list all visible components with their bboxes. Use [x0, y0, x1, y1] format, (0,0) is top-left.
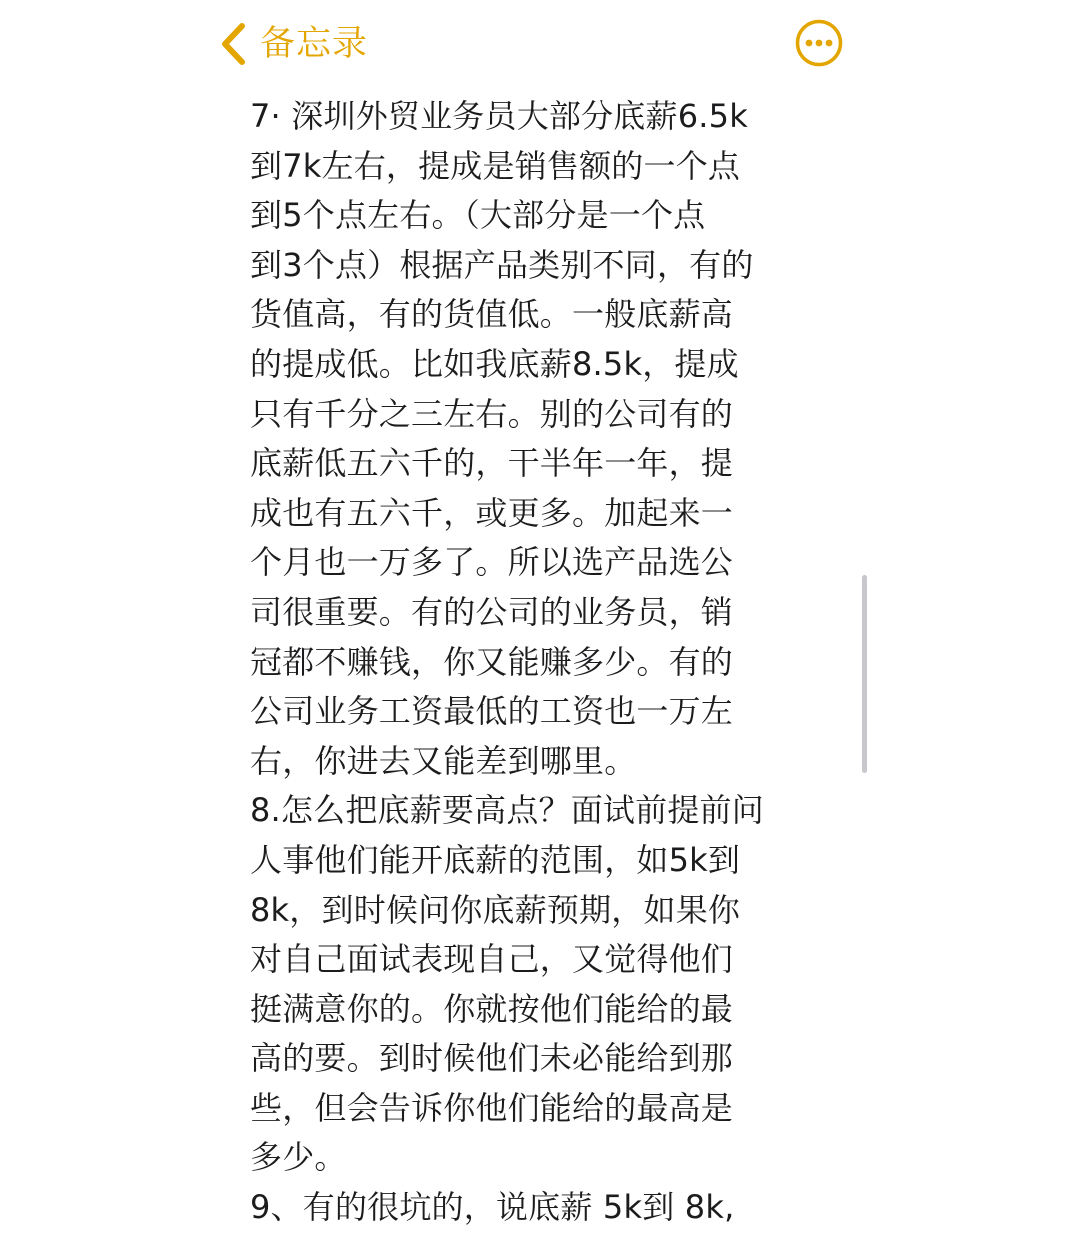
note-line: 多少。: [250, 1138, 347, 1177]
note-line: 冠都不赚钱，你又能赚多少。有的: [250, 642, 734, 681]
note-line: 只有千分之三左右。别的公司有的: [250, 394, 734, 433]
note-line: 的提成低。比如我底薪8.5k，提成: [250, 344, 739, 383]
note-line: 挺满意你的。你就按他们能给的最: [250, 989, 734, 1028]
ellipsis-circle-icon[interactable]: [794, 18, 844, 68]
note-line: 8k，到时候问你底薪预期，如果你: [250, 890, 741, 929]
note-line: 到7k左右，提成是销售额的一个点: [250, 146, 741, 185]
navigation-bar: [0, 0, 1080, 90]
note-line: 到3个点）根据产品类别不同，有的: [250, 245, 754, 284]
note-line: 个月也一万多了。所以选产品选公: [250, 543, 734, 582]
note-line: 成也有五六千，或更多。加起来一: [250, 493, 734, 532]
note-line: 到5个点左右。（大部分是一个点: [250, 196, 706, 235]
note-line: 司很重要。有的公司的业务员，销: [250, 592, 734, 631]
note-line: 8.怎么把底薪要高点？面试前提前问: [250, 791, 764, 830]
chevron-left-icon: [218, 22, 248, 66]
note-line: 公司业务工资最低的工资也一万左: [250, 692, 734, 731]
note-line: 9、有的很坑的，说底薪 5k到 8k,: [250, 1188, 735, 1227]
back-button-label: 备忘录: [260, 24, 369, 64]
note-line: 7· 深圳外贸业务员大部分底薪6.5k: [250, 97, 748, 135]
note-line: 底薪低五六千的，干半年一年，提: [250, 444, 734, 483]
back-button[interactable]: [218, 18, 368, 70]
note-body-text[interactable]: [250, 92, 840, 1233]
scroll-indicator[interactable]: [862, 575, 867, 773]
note-line: 对自己面试表现自己，又觉得他们: [250, 940, 734, 979]
note-line: 人事他们能开底薪的范围，如5k到: [250, 840, 741, 879]
note-line: 货值高，有的货值低。一般底薪高: [250, 295, 734, 334]
note-line: 右，你进去又能差到哪里。: [250, 741, 637, 780]
note-line: 高的要。到时候他们未必能给到那: [250, 1039, 734, 1078]
note-line: 些，但会告诉你他们能给的最高是: [250, 1088, 734, 1127]
